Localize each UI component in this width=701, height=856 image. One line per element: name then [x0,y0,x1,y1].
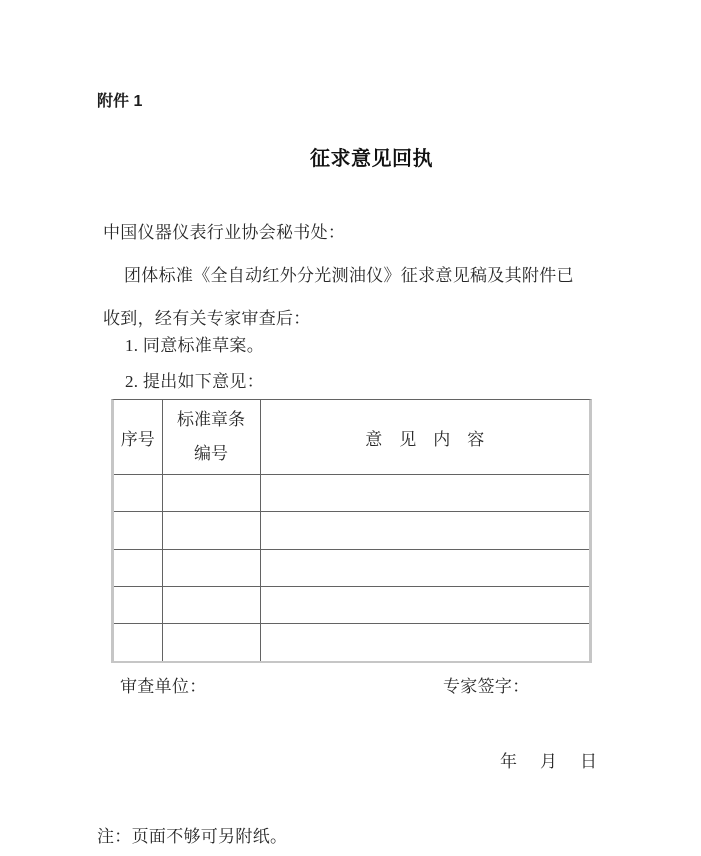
cell-serial-number[interactable] [114,624,162,661]
table-row [114,475,589,512]
cell-serial-number[interactable] [114,512,162,549]
cell-clause-number[interactable] [162,624,260,661]
column-header-serial-number: 序号 [114,400,162,475]
table-row [114,512,589,549]
cell-serial-number[interactable] [114,549,162,586]
footnote: 注：页面不够可另附纸。 [97,827,288,846]
table-row [114,586,589,623]
attachment-label: 附件 1 [97,93,143,110]
table-header-row [114,400,589,475]
cell-serial-number[interactable] [114,586,162,623]
expert-signature-label: 专家签字： [443,677,530,696]
comments-table [111,399,592,663]
cell-clause-number[interactable] [162,549,260,586]
list-item-comments-follow: 2. 提出如下意见： [125,372,264,391]
column-header-comment-content: 意 见 内 容 [260,400,589,475]
cell-comment-content[interactable] [260,549,589,586]
page-title: 征求意见回执 [310,148,433,170]
column-header-clause-line1: 标准章条 [177,410,245,430]
review-unit-label: 审查单位： [120,677,207,696]
salutation-line: 中国仪器仪表行业协会秘书处： [103,223,346,242]
cell-clause-number[interactable] [162,512,260,549]
date-line: 年 月 日 [500,752,600,771]
column-header-clause-line2: 编号 [194,444,228,464]
cell-comment-content[interactable] [260,586,589,623]
paragraph-line-1: 团体标准《全自动红外分光测油仪》征求意见稿及其附件已 [124,266,574,285]
list-item-agree-draft: 1. 同意标准草案。 [125,336,264,355]
paragraph-line-2: 收到，经有关专家审查后： [103,309,311,328]
cell-serial-number[interactable] [114,475,162,512]
cell-comment-content[interactable] [260,475,589,512]
cell-clause-number[interactable] [162,475,260,512]
cell-comment-content[interactable] [260,512,589,549]
cell-clause-number[interactable] [162,586,260,623]
table-body [114,400,589,661]
table-row [114,624,589,661]
table-row [114,549,589,586]
column-header-clause-number [162,400,260,475]
cell-comment-content[interactable] [260,624,589,661]
